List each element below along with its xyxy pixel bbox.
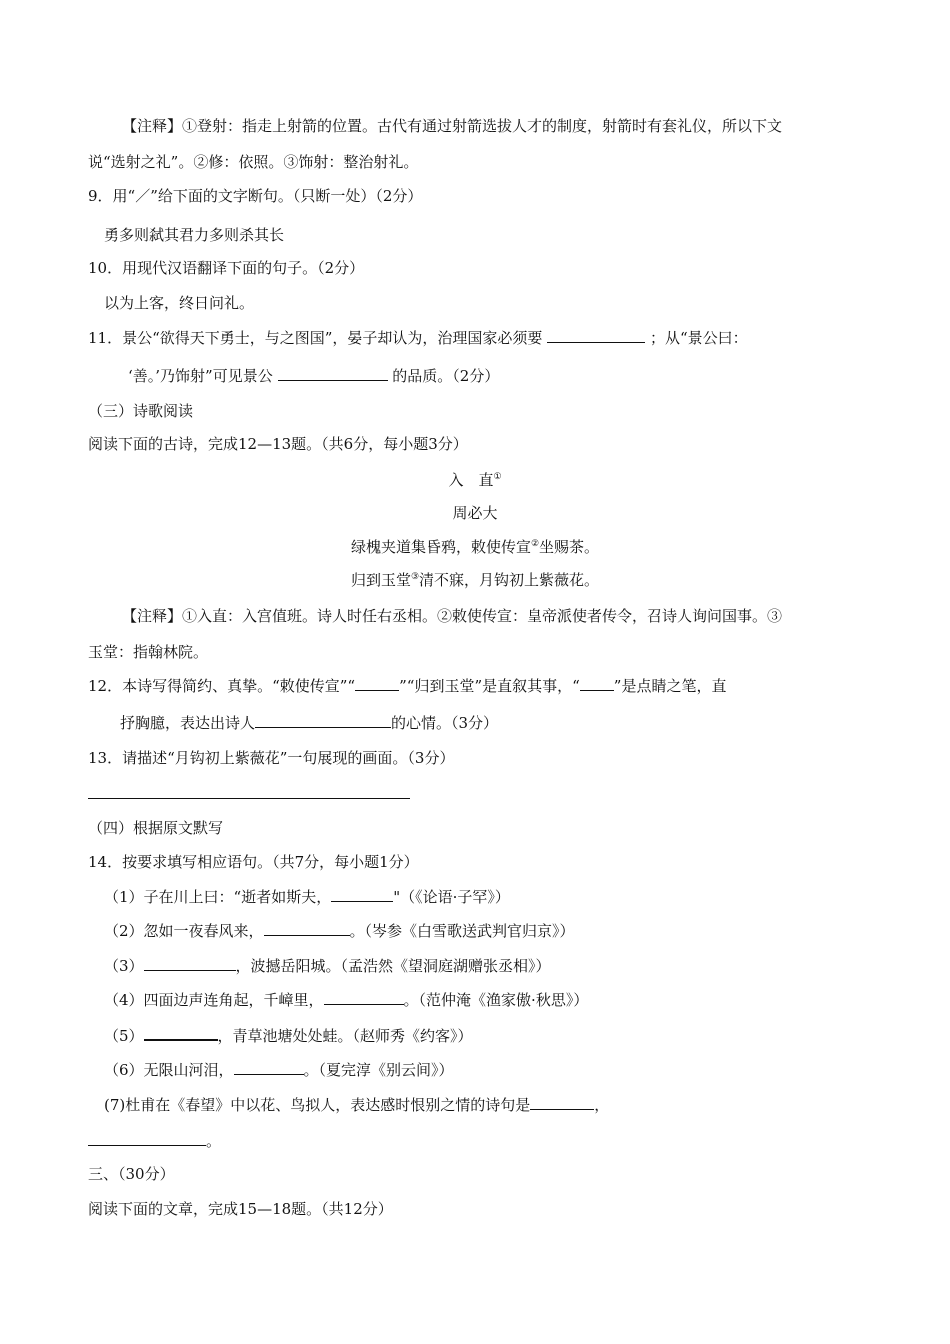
q12-part-c: ”是点睛之笔，直 bbox=[613, 677, 727, 695]
q14-stem: 14．按要求填写相应语句。（共7分，每小题1分） bbox=[88, 853, 419, 871]
q12-part-a: 12．本诗写得简约、真挚。“敕使传宣”“ bbox=[88, 677, 356, 695]
q12-blank-3[interactable] bbox=[255, 713, 391, 728]
q14-blank-3[interactable] bbox=[144, 956, 236, 971]
poem-line-2b: 清不寐，月钩初上紫薇花。 bbox=[419, 571, 600, 589]
q9-stem: 9．用“／”给下面的文字断句。（只断一处）（2分） bbox=[88, 187, 423, 205]
poem-line-1a: 绿槐夹道集昏鸦，敕使传宣 bbox=[350, 538, 531, 556]
poem-line-2 bbox=[0, 570, 950, 590]
section3-title: （三）诗歌阅读 bbox=[88, 402, 194, 420]
poem-line-1b: 坐赐茶。 bbox=[539, 538, 600, 556]
q14-item-7-cont bbox=[88, 1131, 221, 1151]
q12-part-d: 抒胸臆，表达出诗人 bbox=[120, 714, 256, 732]
q14-item-6 bbox=[104, 1060, 454, 1080]
q12-line1 bbox=[88, 676, 726, 696]
q14-item-1b: "（《论语·子罕》） bbox=[393, 888, 510, 906]
q12-part-e: 的心情。（3分） bbox=[391, 714, 499, 732]
q14-item-7c: 。 bbox=[206, 1132, 222, 1150]
q14-blank-7a[interactable] bbox=[530, 1095, 594, 1110]
q14-item-4a: （4）四面边声连角起，千嶂里， bbox=[104, 991, 324, 1009]
q11-blank-2[interactable] bbox=[278, 366, 388, 381]
q14-item-7b: ， bbox=[594, 1096, 610, 1114]
q14-item-4b: 。（范仲淹《渔家傲·秋思》） bbox=[403, 991, 589, 1009]
q14-blank-7b[interactable] bbox=[88, 1131, 206, 1146]
q10-text: 以为上客，终日问礼。 bbox=[104, 294, 255, 312]
q10-stem: 10．用现代汉语翻译下面的句子。（2分） bbox=[88, 259, 365, 277]
q14-blank-6[interactable] bbox=[234, 1060, 304, 1075]
q11-part-a: 11．景公“欲得天下勇士，与之图国”，晏子却认为，治理国家必须要 bbox=[88, 329, 543, 347]
poem-line-1-note-mark: ② bbox=[530, 539, 540, 549]
note2-line2: 玉堂：指翰林院。 bbox=[88, 643, 209, 661]
q14-item-5 bbox=[104, 1025, 473, 1046]
section4-title: （四）根据原文默写 bbox=[88, 819, 224, 837]
q11-line1 bbox=[88, 328, 748, 348]
q12-line2 bbox=[120, 713, 498, 733]
note2-line1: 【注释】①入直：入宫值班。诗人时任右丞相。②敕使传宣：皇帝派使者传令，召诗人询问国事。③ bbox=[122, 607, 783, 625]
part3-intro: 阅读下面的文章，完成15—18题。（共12分） bbox=[88, 1200, 393, 1218]
q13-answer-line[interactable] bbox=[88, 798, 410, 799]
q13-stem: 13．请描述“月钩初上紫薇花”一句展现的画面。（3分） bbox=[88, 749, 455, 767]
q14-blank-4[interactable] bbox=[324, 990, 404, 1005]
poem-line-2a: 归到玉堂 bbox=[350, 571, 411, 589]
q14-item-1a: （1）子在川上曰：“逝者如斯夫， bbox=[104, 888, 332, 906]
poem-line-2-note-mark: ③ bbox=[410, 572, 420, 582]
q11-line2 bbox=[128, 366, 499, 386]
q14-item-7 bbox=[104, 1095, 609, 1115]
q14-item-2b: 。（岑参《白雪歌送武判官归京》） bbox=[349, 922, 575, 940]
note1-line1: 【注释】①登射：指走上射箭的位置。古代有通过射箭选拔人才的制度，射箭时有套礼仪，所以下文 bbox=[122, 117, 783, 135]
note1-line2: 说“选射之礼”。②修：依照。③饰射：整治射礼。 bbox=[88, 153, 419, 171]
q14-item-4 bbox=[104, 990, 588, 1010]
section3-intro: 阅读下面的古诗，完成12—13题。（共6分，每小题3分） bbox=[88, 435, 468, 453]
q12-blank-2[interactable] bbox=[580, 676, 614, 691]
poem-title-text: 入 直 bbox=[448, 471, 494, 489]
q11-part-c: ‘善。’乃饰射”可见景公 bbox=[128, 367, 273, 385]
q11-blank-1[interactable] bbox=[547, 328, 645, 343]
q11-part-b: ；从“景公曰： bbox=[650, 329, 748, 347]
q14-item-3b: ，波撼岳阳城。（孟浩然《望洞庭湖赠张丞相》） bbox=[235, 957, 551, 975]
q14-item-7a: (7)杜甫在《春望》中以花、鸟拟人，表达感时恨别之情的诗句是 bbox=[104, 1096, 531, 1114]
q14-blank-5[interactable] bbox=[144, 1025, 218, 1041]
part3-title: 三、（30分） bbox=[88, 1165, 175, 1183]
q14-item-5b: ，青草池塘处处蛙。（赵师秀《约客》） bbox=[217, 1027, 473, 1045]
poem-author: 周必大 bbox=[452, 504, 498, 522]
poem-title bbox=[0, 470, 950, 490]
q12-blank-1[interactable] bbox=[355, 676, 399, 691]
poem-line-1 bbox=[0, 537, 950, 557]
q14-item-2a: （2）忽如一夜春风来， bbox=[104, 922, 264, 940]
q14-item-6a: （6）无限山河泪， bbox=[104, 1061, 234, 1079]
q9-text: 勇多则弑其君力多则杀其长 bbox=[104, 226, 285, 244]
q14-item-6b: 。（夏完淳《别云间》） bbox=[303, 1061, 454, 1079]
q14-item-2 bbox=[104, 921, 575, 941]
q14-item-3 bbox=[104, 956, 551, 976]
q14-item-1 bbox=[104, 887, 510, 907]
q14-item-5a: （5） bbox=[104, 1027, 144, 1045]
q14-blank-2[interactable] bbox=[264, 921, 350, 936]
q11-part-d: 的品质。（2分） bbox=[392, 367, 500, 385]
q14-blank-1[interactable] bbox=[331, 887, 393, 902]
poem-title-note-mark: ① bbox=[493, 472, 502, 482]
q12-part-b: ”“归到玉堂”是直叙其事，“ bbox=[399, 677, 580, 695]
q14-item-3a: （3） bbox=[104, 957, 144, 975]
